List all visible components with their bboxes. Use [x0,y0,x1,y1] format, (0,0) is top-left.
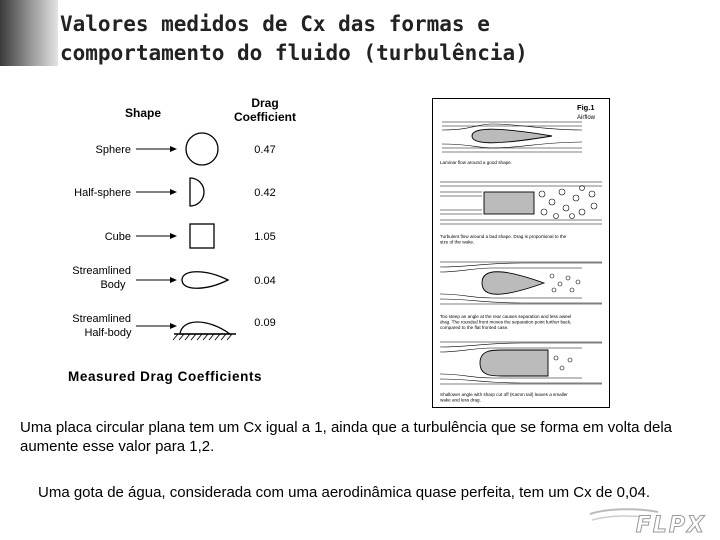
fig-caption-1: Laminar flow around a good shape. [440,160,513,165]
row-value-streamlined-body: 0.04 [254,275,276,287]
row-label-streamlined-body-1: Streamlined [72,265,131,277]
row-label-half-sphere: Half-sphere [74,187,131,199]
row-value-streamlined-half-body: 0.09 [254,317,276,329]
row-label-cube: Cube [104,231,131,243]
figure-caption: Measured Drag Coefficients [68,369,263,384]
header-coefficient: Coefficient [233,110,297,124]
row-label-sphere: Sphere [95,144,131,156]
drag-coefficient-figure [60,90,310,390]
title-accent-bar [0,0,58,66]
row-value-cube: 1.05 [254,231,276,243]
row-label-streamlined-body-2: Body [100,279,126,291]
row-value-half-sphere: 0.42 [254,187,276,199]
paragraph-flat-plate: Uma placa circular plana tem um Cx igual a 1, ainda que a turbulência que se forma em volta dela aumente esse valor para 1,2. [20,419,673,455]
fig-label: Fig.1 [577,103,595,112]
slide-title-line-1: Valores medidos de Cx das formas e [60,12,490,36]
fig-airflow-label: Airflow [577,115,596,121]
slide-title [60,10,700,68]
slide-title-line-2: comportamento do fluido (turbulência) [60,41,528,65]
streamlined-body-icon [182,272,228,289]
airflow-figure [432,98,610,408]
header-drag: Drag [251,96,279,110]
row-label-streamlined-half-body-2: Half-body [84,327,132,339]
fig-caption-3: Too steep an angle at the rear causes separation and less aweel drag. The rounded front moves the separation point further back, compared to the flat fronted case. [440,314,572,331]
cube-icon [190,224,214,248]
header-shape: Shape [125,106,162,120]
streamlined-half-body-icon [173,322,236,340]
flpx-logo [588,506,716,536]
row-value-sphere: 0.47 [254,144,276,156]
svg-text:FLPX: FLPX [635,513,706,536]
row-label-streamlined-half-body-1: Streamlined [72,313,131,325]
half-sphere-icon [190,178,204,206]
sphere-icon [186,133,218,165]
fig-caption-4: Shallower angle with sharp cut off (Kamm tail) leaves a smaller wake and less drag. [440,392,568,403]
paragraph-water-drop: Uma gota de água, considerada com uma aerodinâmica quase perfeita, tem um Cx de 0,04. [38,484,651,501]
fig-caption-2: Turbulent flow around a bad shape. Drag is proportional to the size of the wake. [440,234,567,245]
